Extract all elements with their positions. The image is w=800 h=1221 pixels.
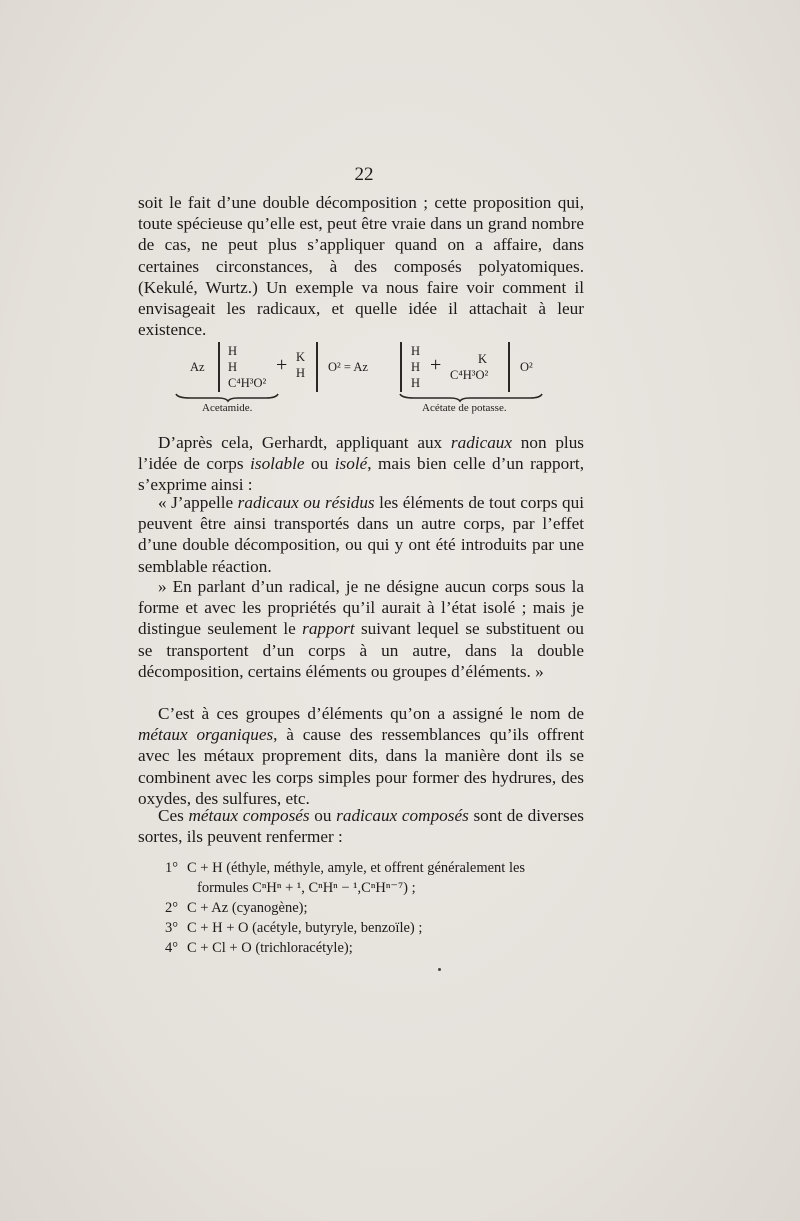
formula-k: K [478,352,488,366]
formula-c4h3o2: C⁴H³O² [228,376,267,390]
radical-list [165,858,605,958]
formula-h: H [296,366,306,380]
paragraph-metaux-organiques: C’est à ces groupes d’éléments qu’on a assigné le nom de métaux organiques, à cause des ressemblances qu’ils offrent avec les métaux proprement dits, dans la manière dont ils se combinent avec les corps simples pour former des hydrures, des oxydes, des sulfures, etc. [138,704,584,808]
formula-o2-eq-az: O² = Az [328,360,368,374]
formula-az-left: Az [190,360,205,374]
page-number: 22 [354,164,374,185]
chemical-equation [160,340,600,418]
list-item: 4° C + Cl + O (trichloracétyle); [165,940,353,956]
list-item: 2° C + Az (cyanogène); [165,900,308,916]
formula-c4h3o2: C⁴H³O² [450,368,489,382]
formula-plus: + [276,354,288,376]
caption-acetamide: Acetamide. [202,402,253,414]
ink-speck [438,968,441,971]
formula-h: H [411,376,421,390]
paragraph-metaux-composes: Ces métaux composés ou radicaux composés sont de diverses sortes, ils peuvent renfermer : [138,806,584,847]
list-item: 3° C + H + O (acétyle, butyryle, benzoïle) ; [165,920,423,936]
formula-h: H [228,344,238,358]
formula-k: K [296,350,306,364]
list-item: 1° C + H (éthyle, méthyle, amyle, et offrent généralement les formules CⁿHⁿ + ¹, CⁿHⁿ − ¹,CⁿHⁿ⁻⁷) ; [165,860,526,896]
paragraph-quote-radicaux: « J’appelle radicaux ou résidus les éléments de tout corps qui peuvent être ainsi transportés dans un autre corps, par l’effet d’une double décomposition, ou qui y ont été introduits par une semblable réaction. [138,493,584,576]
formula-h: H [411,360,421,374]
paragraph-quote-radical: » En parlant d’un radical, je ne désigne aucun corps sous la forme et avec les propriétés qu’il aurait à l’état isolé ; mais je distingue seulement le rapport suivant lequel se substituent ou se transportent d’un corps à un autre, dans la double décomposition, certains éléments ou groupes d’éléments. » [138,577,584,681]
paragraph-gerhardt: D’après cela, Gerhardt, appliquant aux radicaux non plus l’idée de corps isolable ou isolé, mais bien celle d’un rapport, s’exprime ainsi : [138,433,585,495]
caption-acetate-potasse: Acétate de potasse. [422,402,507,414]
formula-plus: + [430,354,442,376]
formula-o2: O² [520,360,533,374]
formula-h: H [411,344,421,358]
formula-h: H [228,360,238,374]
paragraph-decomposition: soit le fait d’une double décomposition ; cette proposition qui, toute spécieuse qu’elle est, peut être vraie dans un grand nombre de cas, ne peut plus s’appliquer quand on a affaire, dans certaines circonstances, à des composés polyatomiques. (Kekulé, Wurtz.) Un exemple va nous faire voir comment il envisageait les radicaux, et quelle idée il attachait à leur existence. [138,193,584,340]
